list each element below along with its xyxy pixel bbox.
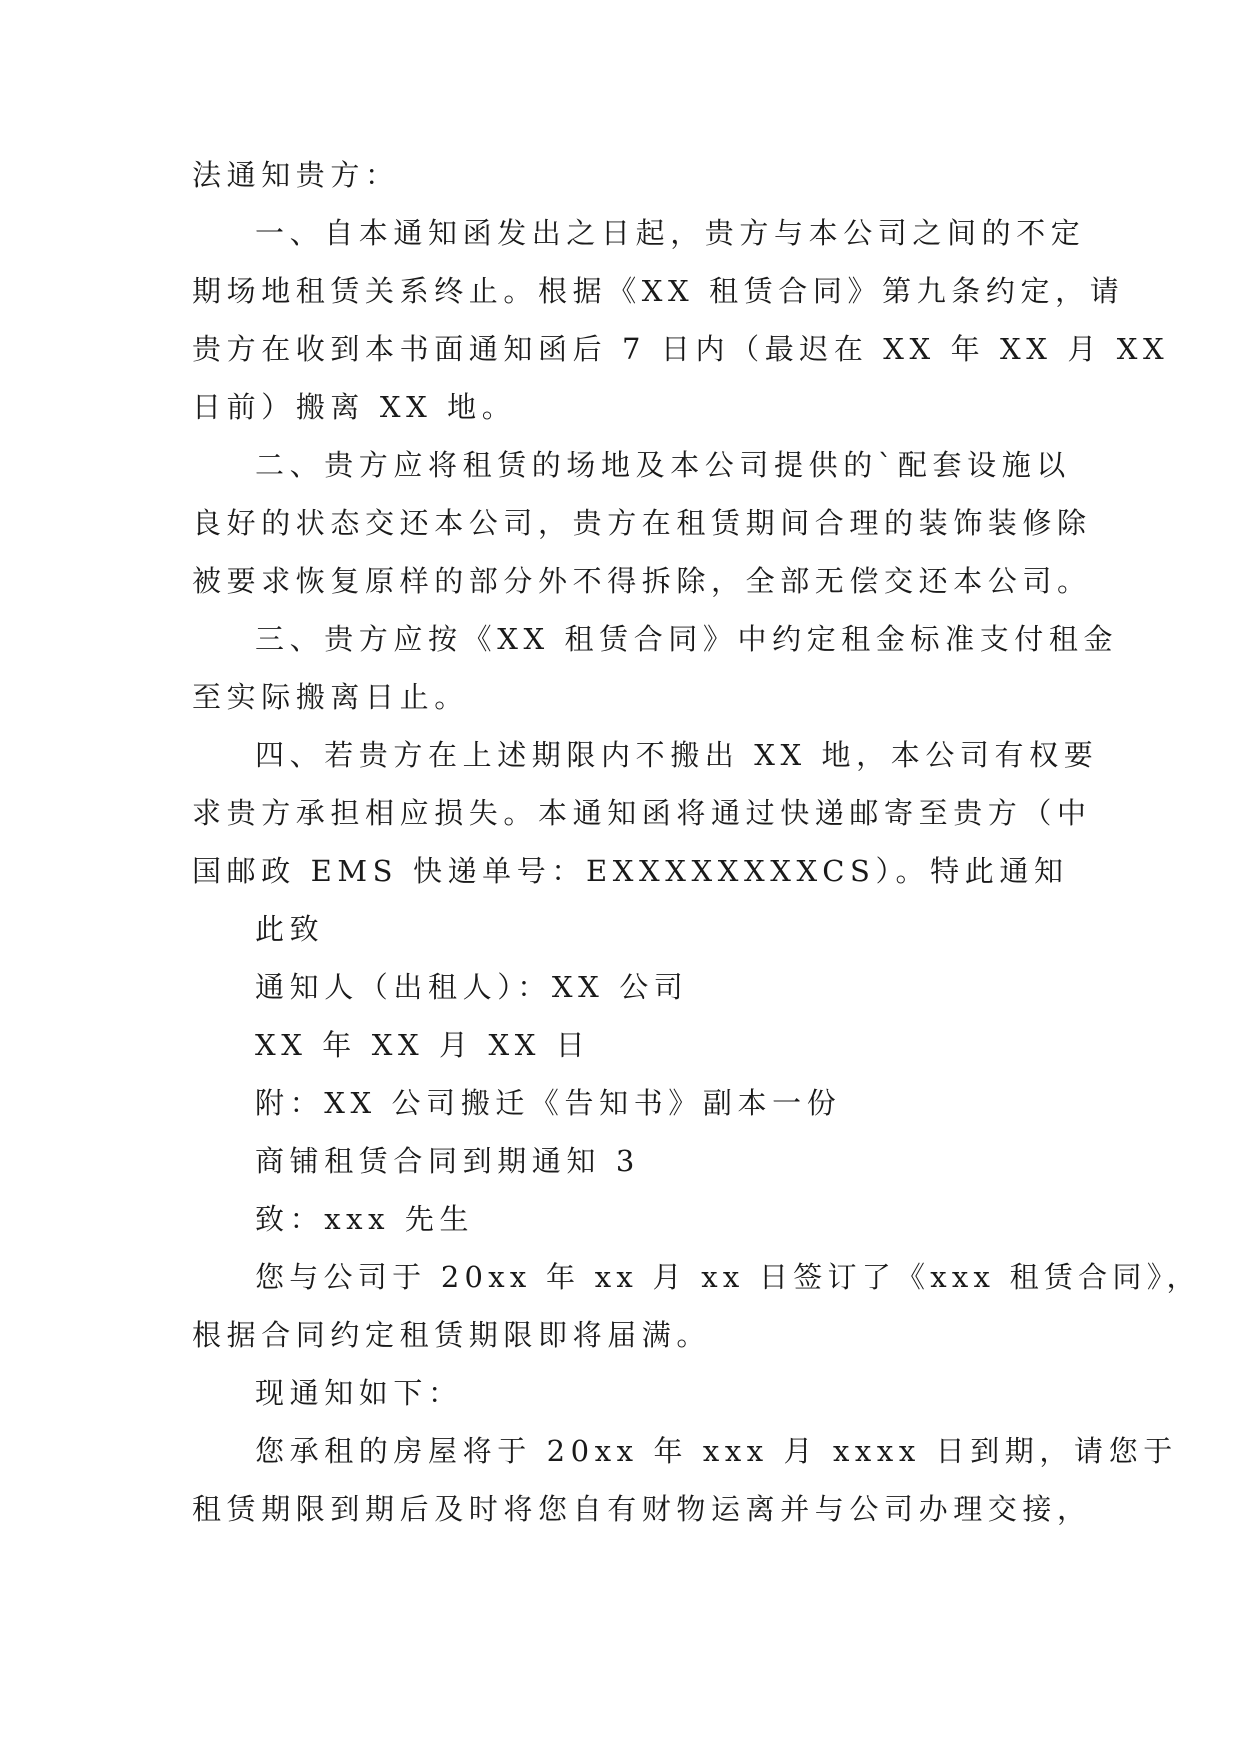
text-line: 三、贵方应按《XX 租赁合同》中约定租金标准支付租金 (255, 622, 1119, 656)
text-line: 二、贵方应将租赁的场地及本公司提供的`配套设施以 (255, 448, 1071, 482)
text-line: 商铺租赁合同到期通知 3 (255, 1144, 640, 1178)
text-line: 被要求恢复原样的部分外不得拆除，全部无偿交还本公司。 (192, 564, 1092, 598)
text-line: 日前）搬离 XX 地。 (192, 390, 517, 424)
text-line: 您与公司于 20xx 年 xx 月 xx 日签订了《xxx 租赁合同》， (255, 1260, 1201, 1294)
text-line: 求贵方承担相应损失。本通知函将通过快递邮寄至贵方（中 (192, 796, 1092, 830)
text-line: 四、若贵方在上述期限内不搬出 XX 地，本公司有权要 (255, 738, 1099, 772)
text-line: 期场地租赁关系终止。根据《XX 租赁合同》第九条约定，请 (192, 274, 1125, 308)
text-line: 根据合同约定租赁期限即将届满。 (192, 1318, 712, 1352)
text-line: 通知人（出租人）：XX 公司 (255, 970, 689, 1004)
text-line: 国邮政 EMS 快递单号：EXXXXXXXXCS）。特此通知 (192, 854, 1069, 888)
text-line: 此致 (255, 912, 325, 946)
text-line: 法通知贵方： (192, 158, 400, 192)
text-line: 贵方在收到本书面通知函后 7 日内（最迟在 XX 年 XX 月 XX (192, 332, 1170, 366)
text-line: 至实际搬离日止。 (192, 680, 469, 714)
text-line: 致：xxx 先生 (255, 1202, 475, 1236)
text-line: 您承租的房屋将于 20xx 年 xxx 月 xxxx 日到期，请您于 (255, 1434, 1178, 1468)
text-line: 一、自本通知函发出之日起，贵方与本公司之间的不定 (255, 216, 1086, 250)
text-line: 现通知如下： (255, 1376, 463, 1410)
text-line: 良好的状态交还本公司，贵方在租赁期间合理的装饰装修除 (192, 506, 1092, 540)
text-line: XX 年 XX 月 XX 日 (255, 1028, 591, 1062)
text-line: 租赁期限到期后及时将您自有财物运离并与公司办理交接， (192, 1492, 1092, 1526)
text-line: 附：XX 公司搬迁《告知书》副本一份 (255, 1086, 842, 1120)
